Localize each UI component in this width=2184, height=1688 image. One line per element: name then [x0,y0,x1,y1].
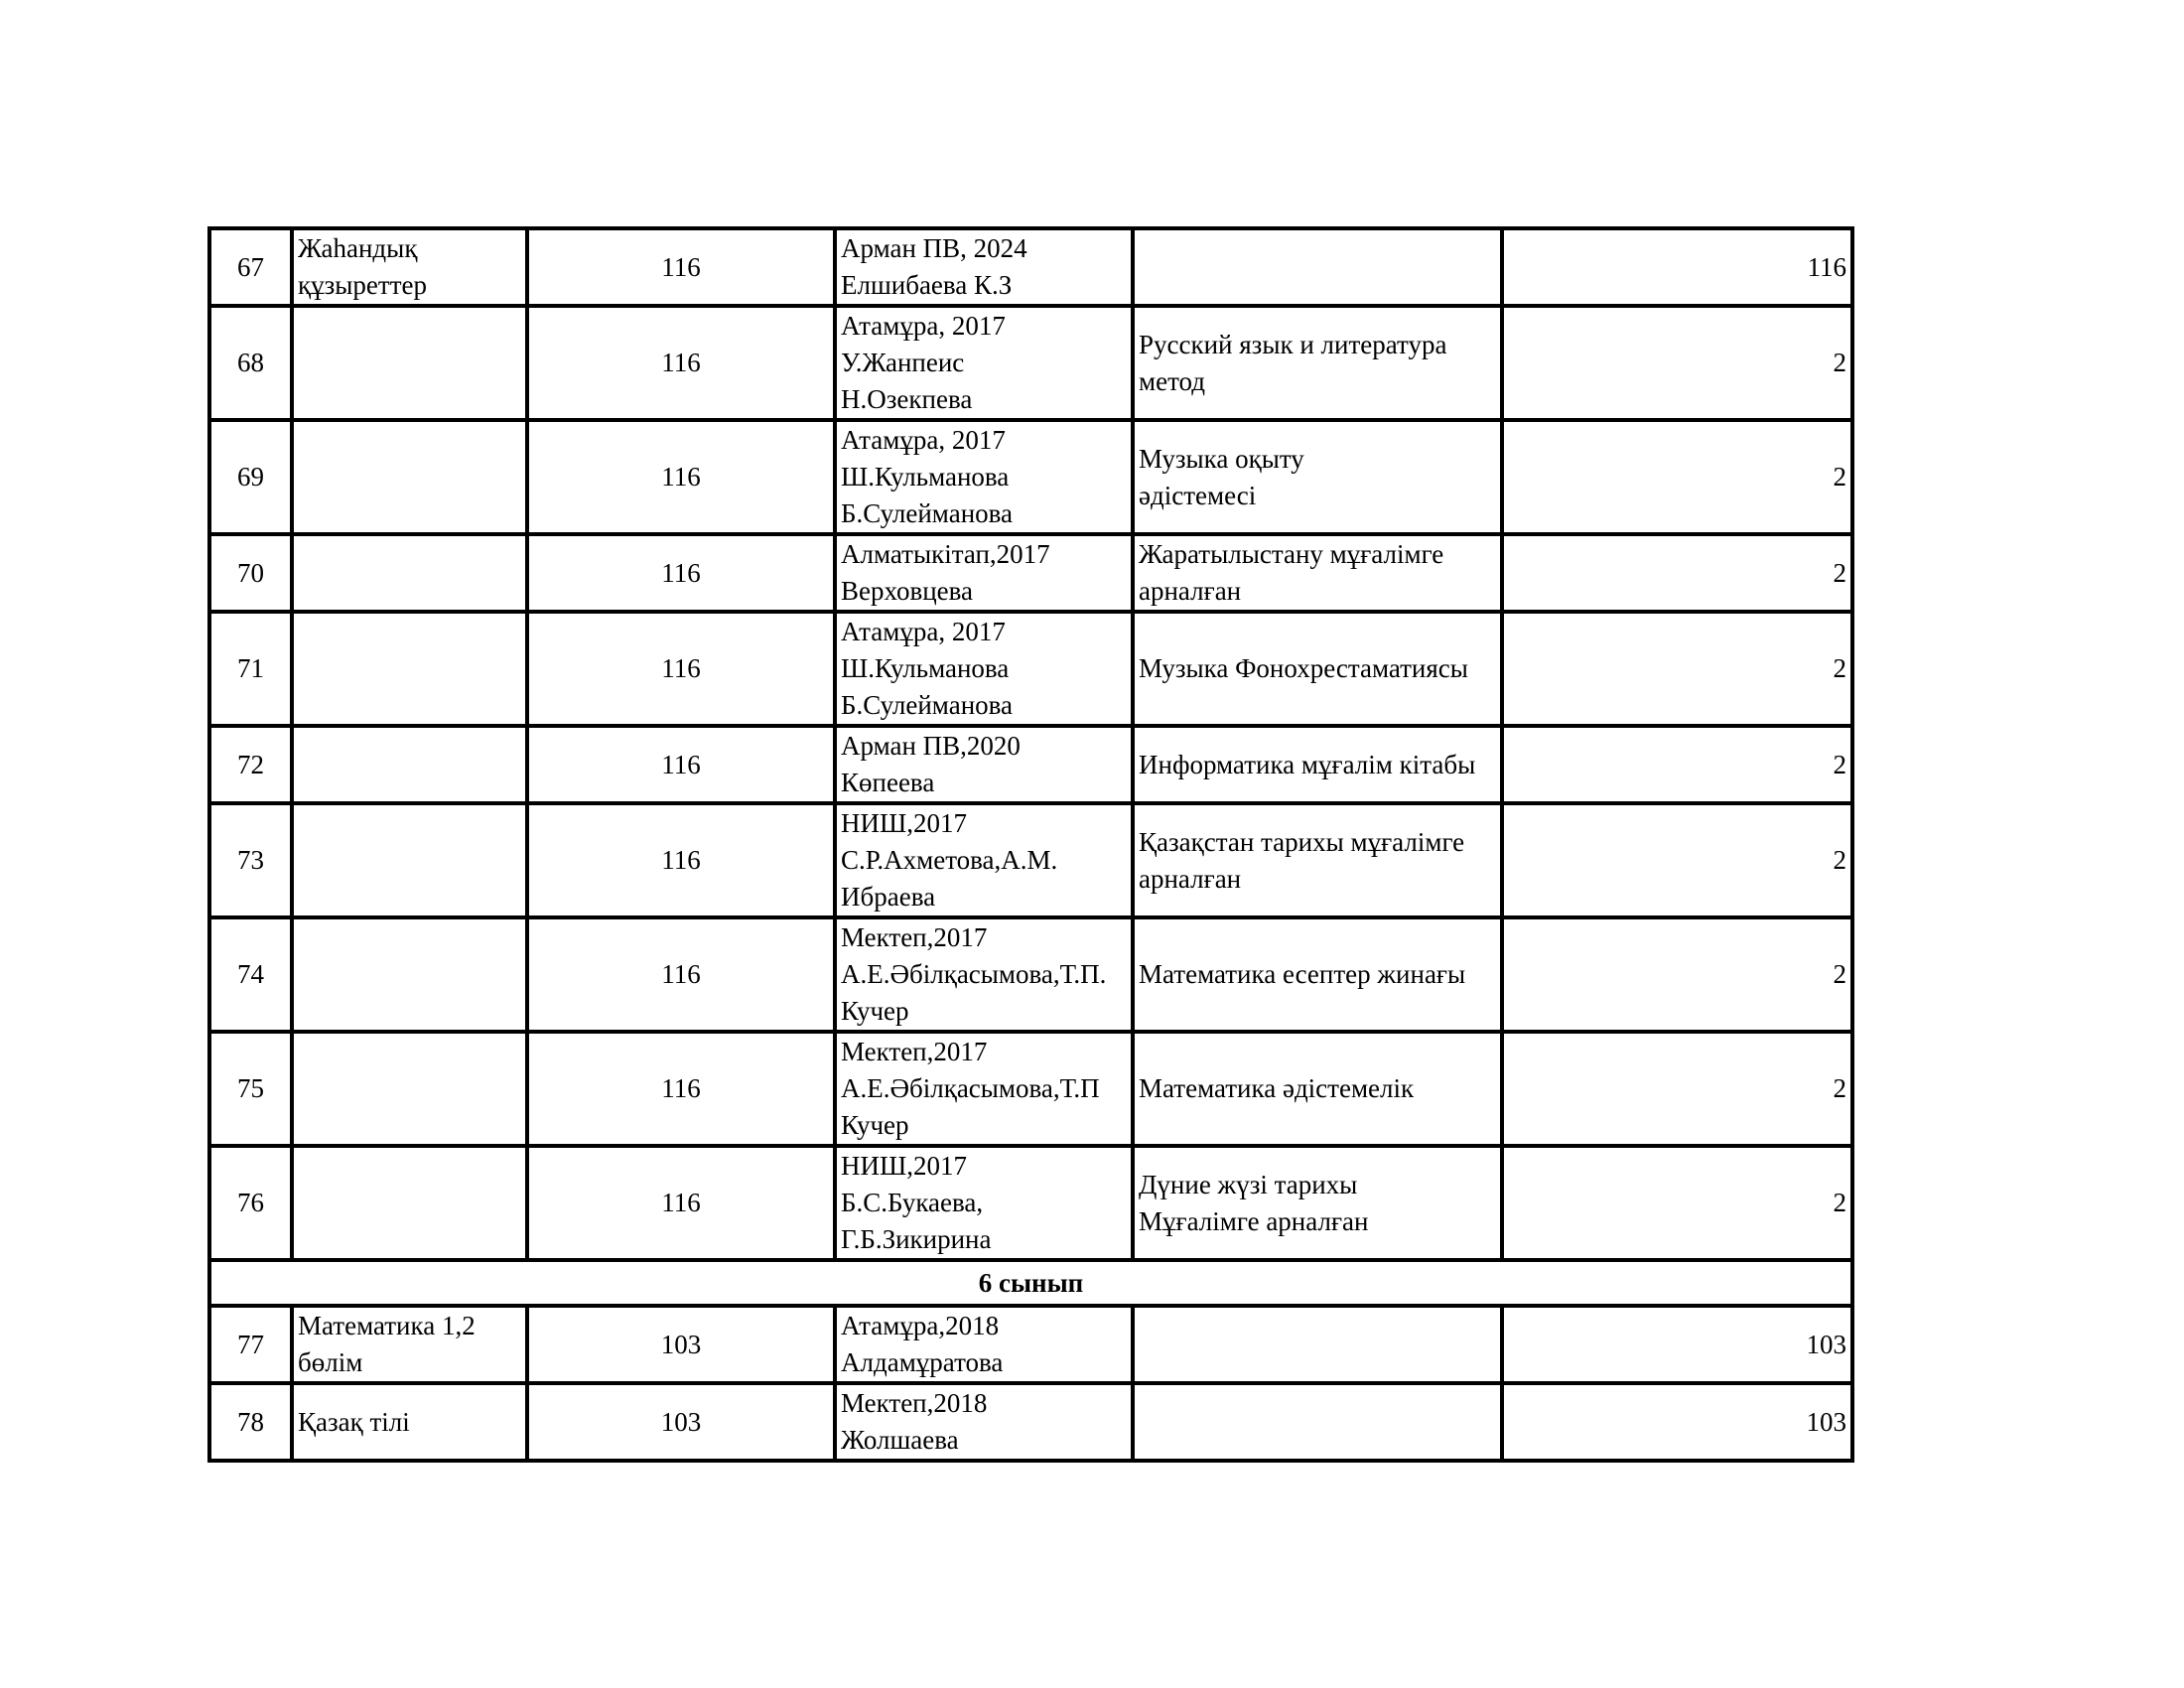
total-count: 2 [1502,1032,1852,1146]
table-row [209,228,1852,306]
publisher-author: Атамұра,2018 Алдамұратова [835,1306,1133,1383]
textbook-title [292,917,527,1032]
teacher-book: Дүние жүзі тарихы Мұғалімге арналған [1133,1146,1502,1260]
row-number: 67 [209,228,292,306]
teacher-book [1133,1306,1502,1383]
textbook-title [292,1146,527,1260]
row-number: 70 [209,534,292,612]
publisher-author: Арман ПВ, 2024 Елшибаева К.З [835,228,1133,306]
publisher-author: Атамұра, 2017 У.Жанпеис Н.Озекпева [835,306,1133,420]
quantity: 116 [527,1032,835,1146]
section-row [209,1260,1852,1306]
textbook-title [292,803,527,917]
quantity: 116 [527,1146,835,1260]
textbook-table [207,226,1854,1463]
row-number: 77 [209,1306,292,1383]
quantity: 103 [527,1306,835,1383]
quantity: 116 [527,917,835,1032]
total-count: 2 [1502,420,1852,534]
row-number: 78 [209,1383,292,1461]
teacher-book: Музыка оқыту әдістемесі [1133,420,1502,534]
quantity: 116 [527,420,835,534]
quantity: 116 [527,228,835,306]
table-row [209,420,1852,534]
total-count: 103 [1502,1383,1852,1461]
textbook-title [292,420,527,534]
publisher-author: Атамұра, 2017 Ш.Кульманова Б.Сулейманова [835,420,1133,534]
textbook-title [292,306,527,420]
table-row [209,803,1852,917]
quantity: 116 [527,612,835,726]
table-row [209,1146,1852,1260]
row-number: 73 [209,803,292,917]
table-row [209,1306,1852,1383]
teacher-book: Жаратылыстану мұғалімге арналған [1133,534,1502,612]
textbook-title [292,1032,527,1146]
teacher-book: Математика әдістемелік [1133,1032,1502,1146]
row-number: 71 [209,612,292,726]
row-number: 76 [209,1146,292,1260]
total-count: 2 [1502,612,1852,726]
teacher-book: Музыка Фонохрестаматиясы [1133,612,1502,726]
row-number: 74 [209,917,292,1032]
total-count: 2 [1502,726,1852,803]
teacher-book: Русский язык и литература метод [1133,306,1502,420]
textbook-title [292,534,527,612]
publisher-author: Арман ПВ,2020 Көпеева [835,726,1133,803]
total-count: 2 [1502,803,1852,917]
textbook-title: Қазақ тілі [292,1383,527,1461]
section-row-group [209,1260,1852,1306]
row-number: 75 [209,1032,292,1146]
total-count: 2 [1502,534,1852,612]
publisher-author: Мектеп,2018 Жолшаева [835,1383,1133,1461]
row-number: 68 [209,306,292,420]
table-row [209,612,1852,726]
table-row [209,534,1852,612]
total-count: 2 [1502,1146,1852,1260]
row-number: 69 [209,420,292,534]
textbook-title: Жаһандық құзыреттер [292,228,527,306]
teacher-book: Математика есептер жинағы [1133,917,1502,1032]
publisher-author: Алматыкітап,2017 Верховцева [835,534,1133,612]
teacher-book [1133,1383,1502,1461]
total-count: 2 [1502,306,1852,420]
rows-before-section [209,228,1852,1260]
quantity: 103 [527,1383,835,1461]
total-count: 103 [1502,1306,1852,1383]
total-count: 116 [1502,228,1852,306]
publisher-author: Мектеп,2017 А.Е.Әбілқасымова,Т.П. Кучер [835,917,1133,1032]
teacher-book: Информатика мұғалім кітабы [1133,726,1502,803]
rows-after-section [209,1306,1852,1461]
publisher-author: НИШ,2017 Б.С.Букаева, Г.Б.Зикирина [835,1146,1133,1260]
quantity: 116 [527,306,835,420]
publisher-author: Мектеп,2017 А.Е.Әбілқасымова,Т.П Кучер [835,1032,1133,1146]
textbook-title: Математика 1,2 бөлім [292,1306,527,1383]
table-row [209,726,1852,803]
textbook-title [292,612,527,726]
section-label: 6 сынып [209,1260,1852,1306]
table-row [209,1383,1852,1461]
table-row [209,306,1852,420]
teacher-book [1133,228,1502,306]
publisher-author: НИШ,2017 С.Р.Ахметова,А.М. Ибраева [835,803,1133,917]
row-number: 72 [209,726,292,803]
total-count: 2 [1502,917,1852,1032]
teacher-book: Қазақстан тарихы мұғалімге арналған [1133,803,1502,917]
quantity: 116 [527,803,835,917]
quantity: 116 [527,534,835,612]
table-row [209,917,1852,1032]
quantity: 116 [527,726,835,803]
table-row [209,1032,1852,1146]
publisher-author: Атамұра, 2017 Ш.Кульманова Б.Сулейманова [835,612,1133,726]
textbook-title [292,726,527,803]
